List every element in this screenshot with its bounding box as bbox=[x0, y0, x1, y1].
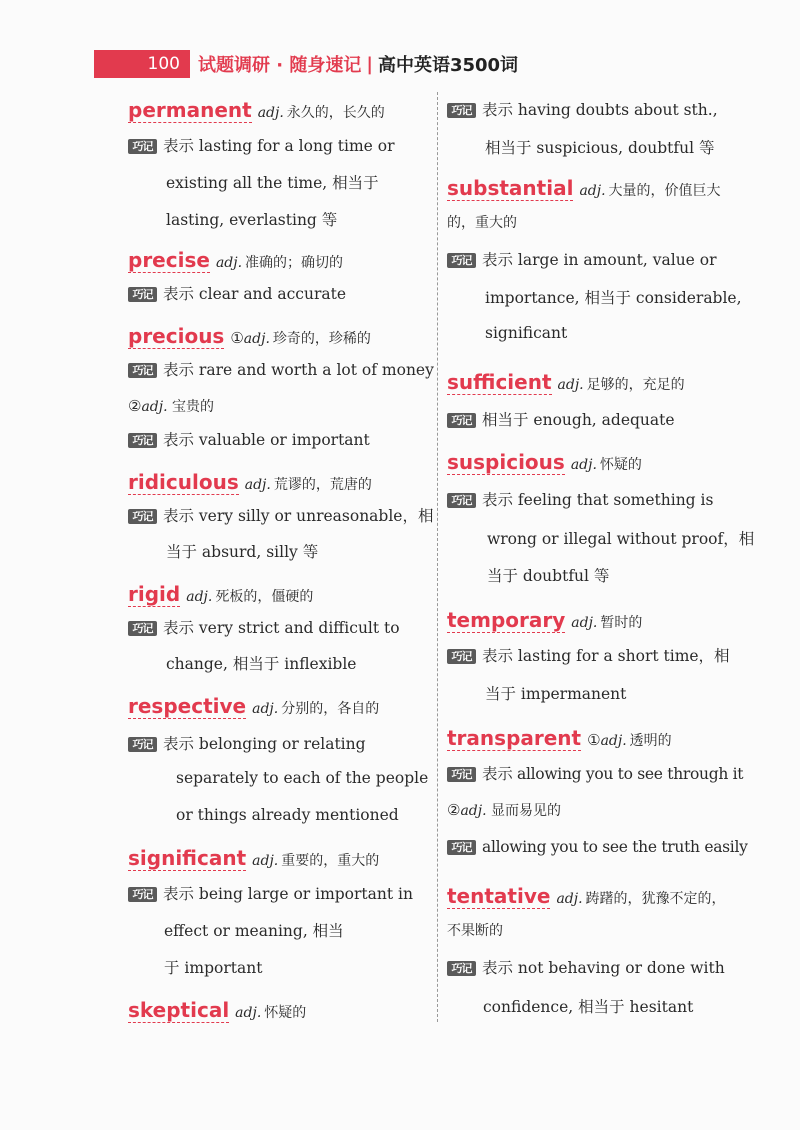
part-of-speech: adj. bbox=[252, 853, 279, 869]
chinese-meaning: 大量的，价值巨大 bbox=[608, 183, 721, 199]
memo-icon: 巧记 bbox=[447, 961, 476, 976]
entry-head bbox=[447, 608, 642, 633]
book-name: 高中英语3500词 bbox=[377, 55, 519, 76]
part-of-speech: adj. bbox=[215, 255, 243, 271]
memo-icon: 巧记 bbox=[128, 887, 157, 902]
chinese-meaning: 死板的，僵硬的 bbox=[215, 589, 314, 605]
memo-line: 巧记 表示 large in amount, value or bbox=[447, 248, 717, 270]
memo-line: 巧记 表示 very strict and difficult to bbox=[128, 616, 400, 638]
chinese-meaning: 透明的 bbox=[629, 733, 672, 749]
headword: transparent bbox=[447, 726, 582, 750]
chinese-meaning: 足够的，充足的 bbox=[586, 377, 685, 393]
headword: significant bbox=[128, 846, 247, 870]
entry-head bbox=[447, 726, 672, 751]
memo-line: change, 相当于 inflexible bbox=[166, 655, 357, 673]
chinese-meaning: 怀疑的 bbox=[599, 457, 642, 473]
chinese-meaning: 珍奇的，珍稀的 bbox=[272, 331, 371, 347]
memo-icon: 巧记 bbox=[447, 253, 476, 268]
part-of-speech: adj. bbox=[557, 377, 584, 393]
headword: precious bbox=[128, 324, 225, 348]
entry-head bbox=[128, 846, 379, 871]
sense-2: ②adj. 宝贵的 bbox=[128, 397, 215, 415]
entry-head bbox=[128, 324, 371, 349]
entry-head bbox=[447, 370, 685, 395]
headword: ridiculous bbox=[128, 470, 239, 494]
page-header bbox=[94, 50, 518, 78]
memo-line: 巧记 表示 allowing you to see through it bbox=[447, 762, 743, 784]
memo-icon: 巧记 bbox=[128, 621, 157, 636]
memo-icon: 巧记 bbox=[447, 103, 476, 118]
memo-line: 相当于 suspicious, doubtful 等 bbox=[485, 139, 715, 157]
chinese-meaning: 重要的，重大的 bbox=[281, 853, 380, 869]
entry-head bbox=[128, 98, 385, 123]
entry-head bbox=[128, 582, 313, 607]
memo-icon: 巧记 bbox=[128, 509, 157, 524]
part-of-speech: adj. bbox=[571, 615, 598, 631]
book-title bbox=[198, 51, 518, 77]
memo-line: existing all the time, 相当于 bbox=[166, 174, 379, 192]
series-name: 试题调研 · 随身速记 bbox=[198, 55, 362, 76]
memo-line: 巧记 表示 clear and accurate bbox=[128, 282, 346, 304]
memo-line: effect or meaning, 相当 bbox=[164, 922, 344, 940]
memo-line: or things already mentioned bbox=[176, 806, 399, 824]
chinese-meaning: 踌躇的，犹豫不定的， bbox=[585, 891, 726, 907]
memo-line: 巧记 表示 having doubts about sth., bbox=[447, 98, 718, 120]
chinese-meaning: 分别的，各自的 bbox=[281, 701, 380, 717]
memo-line: 当于 absurd, silly 等 bbox=[166, 543, 319, 561]
memo-icon: 巧记 bbox=[128, 139, 157, 154]
chinese-meaning: 怀疑的 bbox=[264, 1005, 307, 1021]
meaning-continued: 不果断的 bbox=[447, 923, 503, 939]
headword: temporary bbox=[447, 608, 566, 632]
headword: sufficient bbox=[447, 370, 552, 394]
memo-line: 当于 impermanent bbox=[485, 685, 627, 703]
entry-head bbox=[128, 694, 379, 719]
memo-icon: 巧记 bbox=[128, 737, 157, 752]
entry-head bbox=[447, 450, 642, 475]
sense-marker: ① bbox=[587, 731, 601, 749]
entry-head bbox=[447, 176, 721, 201]
headword: rigid bbox=[128, 582, 181, 606]
memo-line: 巧记 表示 rare and worth a lot of money bbox=[128, 358, 434, 380]
headword: respective bbox=[128, 694, 247, 718]
part-of-speech: adj. bbox=[556, 891, 583, 907]
memo-line: 巧记 表示 belonging or relating bbox=[128, 732, 366, 754]
sense-marker: ① bbox=[230, 329, 244, 347]
entry-head bbox=[447, 884, 726, 909]
headword: skeptical bbox=[128, 998, 230, 1022]
memo-line: importance, 相当于 considerable, bbox=[485, 289, 742, 307]
memo-line: 巧记 表示 lasting for a long time or bbox=[128, 134, 395, 156]
memo-icon: 巧记 bbox=[447, 840, 476, 855]
part-of-speech: adj. bbox=[243, 331, 270, 347]
memo-line: significant bbox=[485, 324, 568, 342]
headword: precise bbox=[128, 248, 210, 272]
page-number: 100 bbox=[94, 50, 190, 78]
memo-line: lasting, everlasting 等 bbox=[166, 211, 338, 229]
part-of-speech: adj. bbox=[186, 589, 213, 605]
memo-line: 当于 doubtful 等 bbox=[487, 567, 610, 585]
memo-icon: 巧记 bbox=[128, 287, 157, 302]
chinese-meaning: 永久的，长久的 bbox=[286, 105, 385, 121]
part-of-speech: adj. bbox=[252, 701, 279, 717]
entry-head bbox=[128, 998, 306, 1023]
memo-line: separately to each of the people bbox=[176, 769, 429, 787]
headword: tentative bbox=[447, 884, 551, 908]
memo-icon: 巧记 bbox=[128, 363, 157, 378]
headword: substantial bbox=[447, 176, 574, 200]
memo-line: confidence, 相当于 hesitant bbox=[483, 998, 694, 1016]
part-of-speech: adj. bbox=[257, 105, 284, 121]
headword: suspicious bbox=[447, 450, 565, 474]
entry-head bbox=[128, 248, 343, 273]
memo-line: 于 important bbox=[164, 959, 263, 977]
memo-line: 巧记 表示 feeling that something is bbox=[447, 488, 713, 510]
chinese-meaning: 荒谬的，荒唐的 bbox=[273, 477, 372, 493]
memo-icon: 巧记 bbox=[447, 413, 476, 428]
memo-line: 巧记 相当于 enough, adequate bbox=[447, 408, 675, 430]
memo-icon: 巧记 bbox=[128, 433, 157, 448]
chinese-meaning: 暂时的 bbox=[600, 615, 643, 631]
memo-line: 巧记 表示 valuable or important bbox=[128, 428, 370, 450]
entry-head bbox=[128, 470, 372, 495]
column-divider bbox=[437, 92, 438, 1022]
memo-icon: 巧记 bbox=[447, 767, 476, 782]
part-of-speech: adj. bbox=[244, 477, 271, 493]
part-of-speech: adj. bbox=[579, 183, 606, 199]
part-of-speech: adj. bbox=[235, 1005, 262, 1021]
title-separator: | bbox=[366, 53, 373, 75]
memo-line: 巧记 表示 lasting for a short time，相 bbox=[447, 644, 730, 666]
memo-line: 巧记 表示 not behaving or done with bbox=[447, 956, 725, 978]
memo-icon: 巧记 bbox=[447, 493, 476, 508]
memo-line: 巧记 表示 very silly or unreasonable，相 bbox=[128, 504, 433, 526]
headword: permanent bbox=[128, 98, 252, 122]
chinese-meaning: 准确的；确切的 bbox=[245, 255, 344, 271]
part-of-speech: adj. bbox=[600, 733, 627, 749]
memo-line: 巧记 allowing you to see the truth easily bbox=[447, 838, 748, 856]
part-of-speech: adj. bbox=[570, 457, 597, 473]
memo-line: 巧记 表示 being large or important in bbox=[128, 882, 413, 904]
memo-icon: 巧记 bbox=[447, 649, 476, 664]
memo-line: wrong or illegal without proof，相 bbox=[487, 530, 755, 548]
sense-2: ②adj. 显而易见的 bbox=[447, 801, 562, 819]
meaning-continued: 的，重大的 bbox=[447, 215, 517, 231]
